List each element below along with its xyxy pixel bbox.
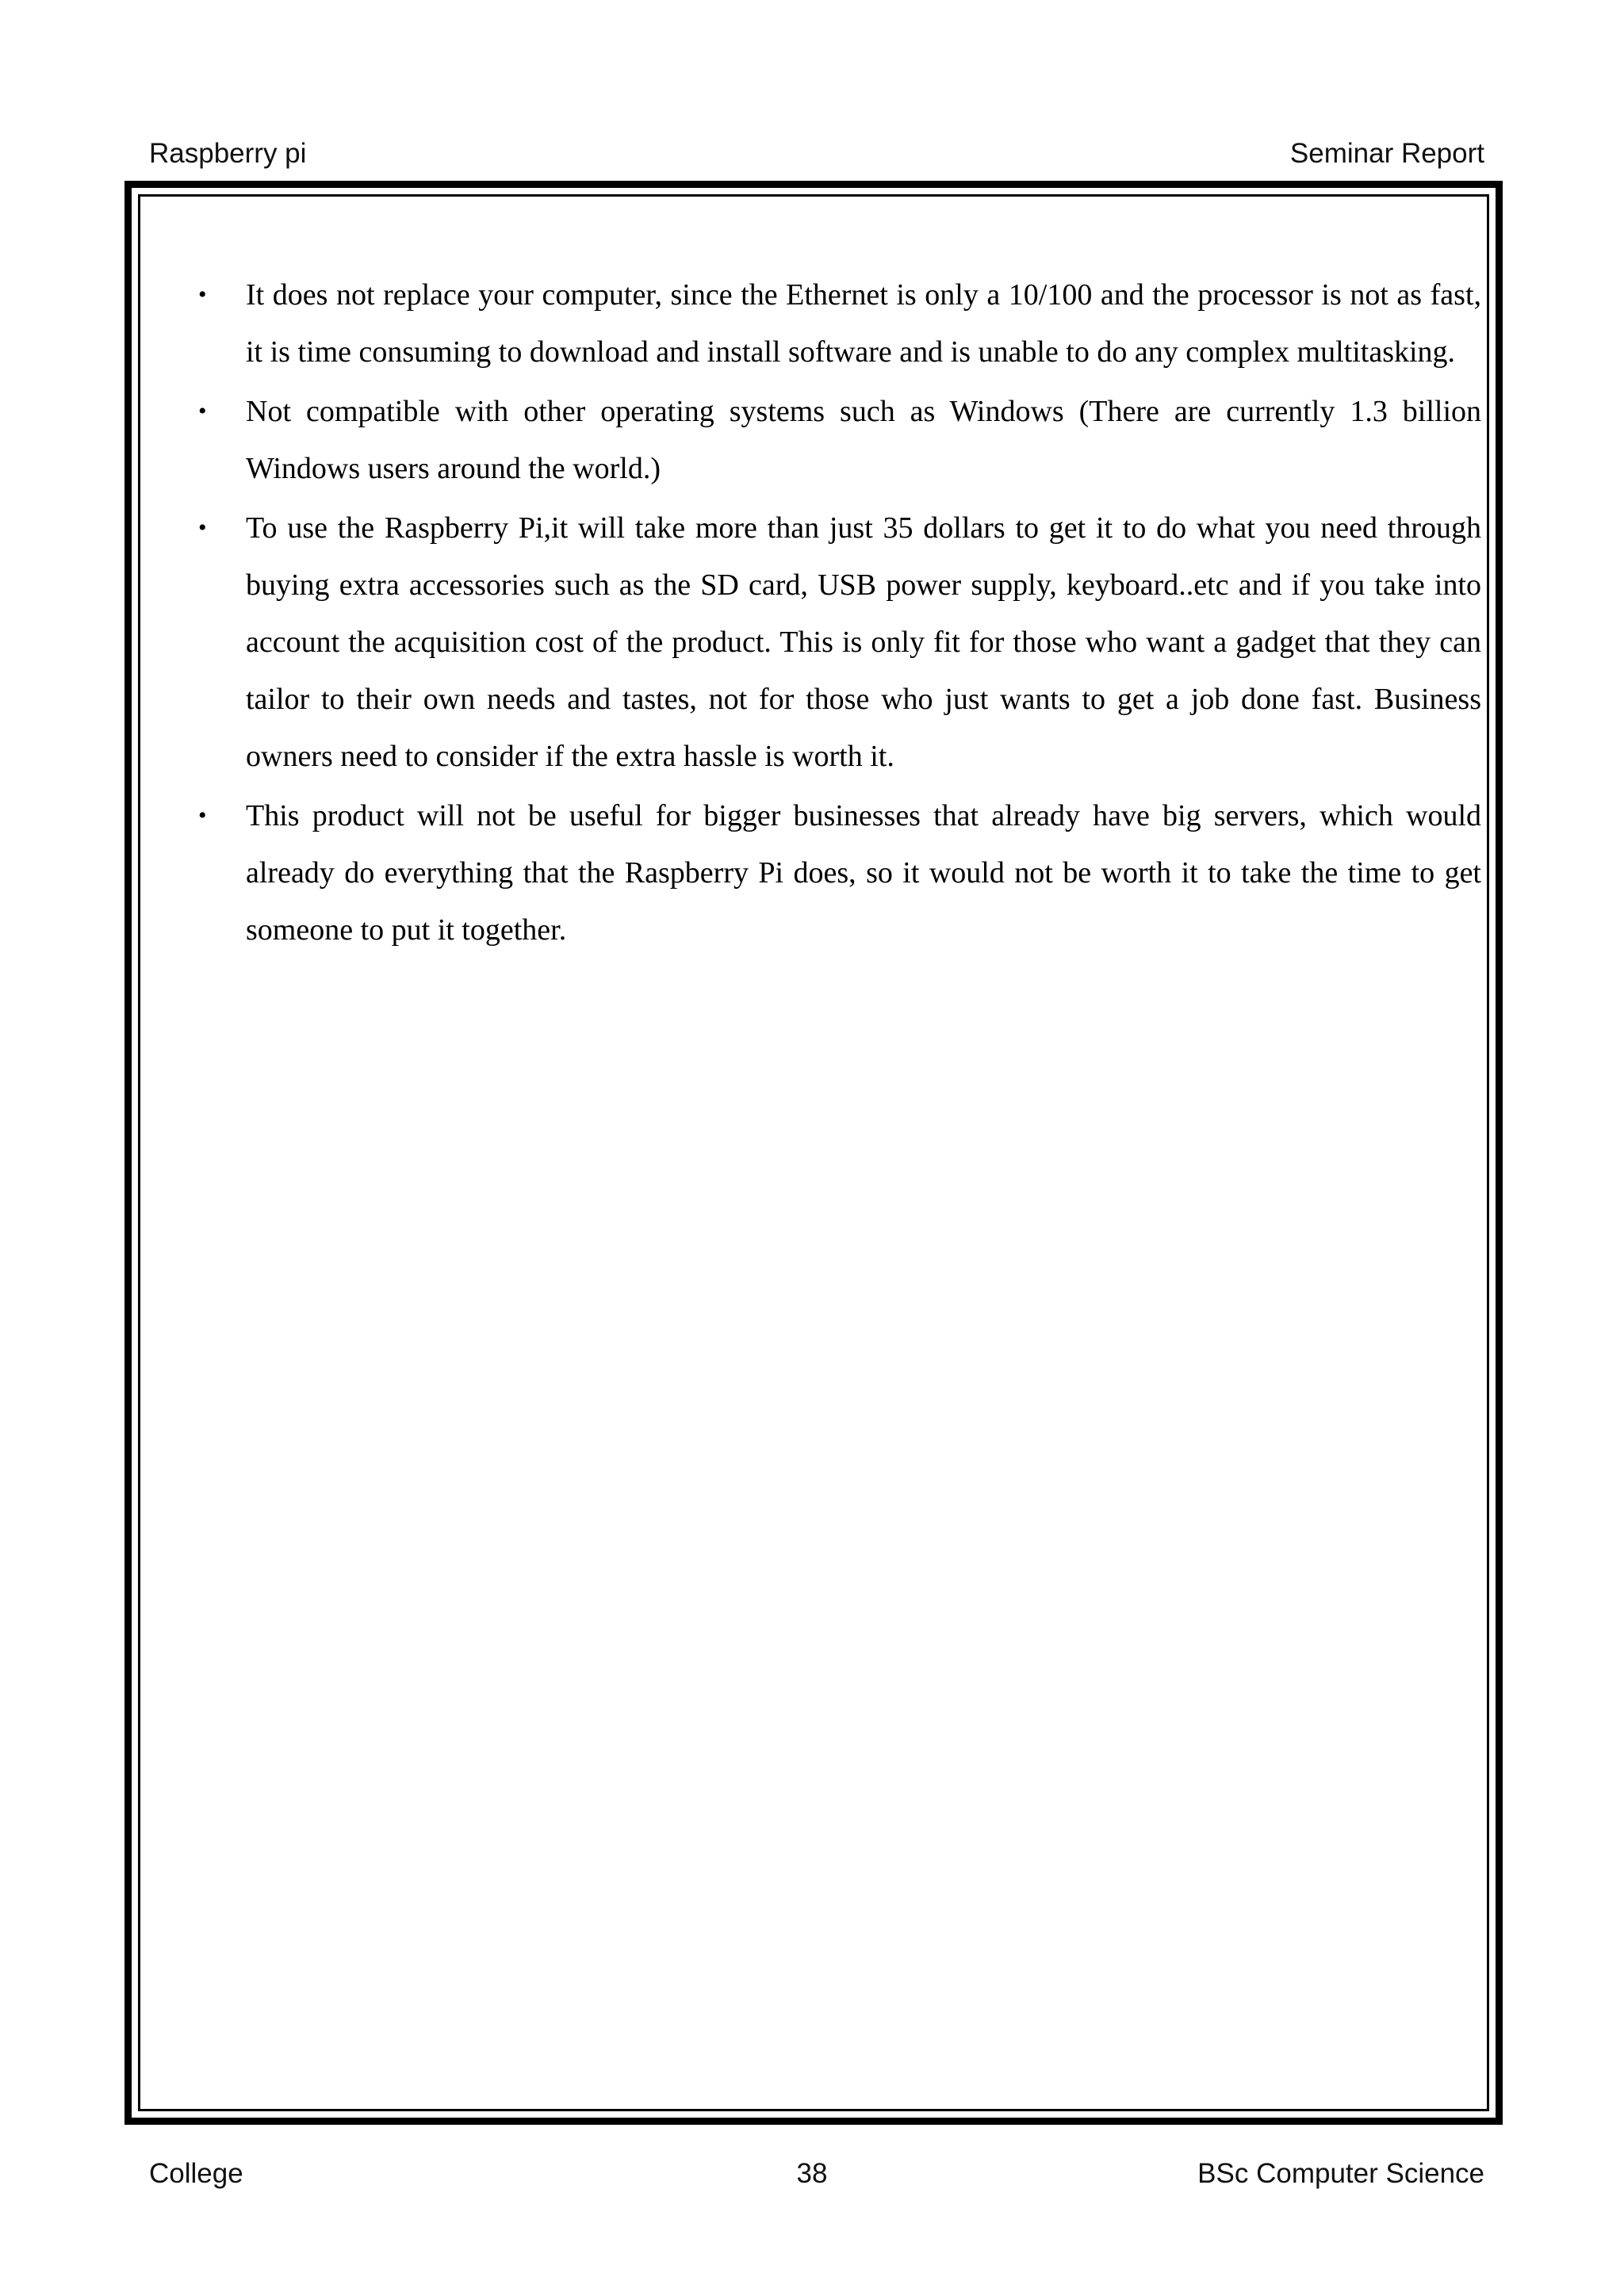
bullet-list [197,266,1481,959]
page-number: 38 [796,2158,828,2189]
bullet-icon: • [198,281,207,308]
footer-course: BSc Computer Science [1197,2158,1484,2189]
list-item-text: It does not replace your computer, since the Ethernet is only a 10/100 and the processor is not as fast, it is time consuming to download and install software and is unable to do any complex multitasking. [246,278,1481,369]
list-item [197,266,1481,381]
list-item-text: This product will not be useful for bigger businesses that already have big servers, which would already do everything that the Raspberry Pi does, so it would not be worth it to take the time to get someone to put it together. [246,799,1481,947]
bullet-icon: • [198,802,207,828]
footer-college: College [149,2158,243,2189]
header-title: Raspberry pi [149,138,307,169]
list-item-text: To use the Raspberry Pi,it will take more than just 35 dollars to get it to do what you need through buying extra accessories such as the SD card, USB power supply, keyboard..etc and if you take into account the acquisition cost of the product. This is only fit for those who want a gadget that they can tailor to their own needs and tastes, not for those who just wants to get a job done fast. Business owners need to consider if the extra hassle is worth it. [246,511,1481,773]
list-item-text: Not compatible with other operating systems such as Windows (There are currently 1.3 billion Windows users around the world.) [246,395,1481,485]
header-report-type: Seminar Report [1289,138,1484,169]
content-area [197,266,1481,961]
bullet-icon: • [198,398,207,424]
bullet-icon: • [198,515,207,541]
list-item [197,383,1481,497]
list-item [197,499,1481,785]
list-item [197,787,1481,959]
